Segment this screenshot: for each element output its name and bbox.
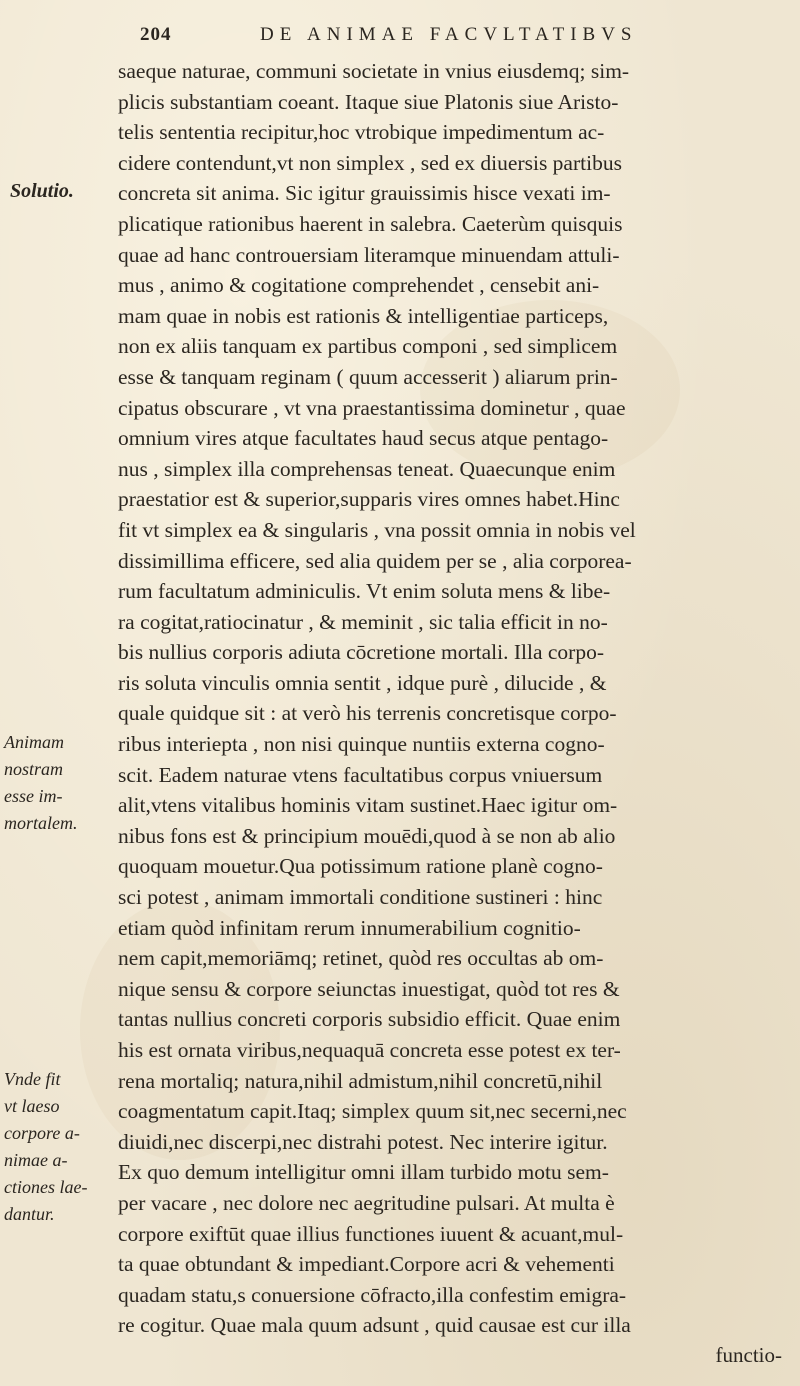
text-line: nus , simplex illa comprehensas teneat. Quaecunque enim bbox=[118, 456, 616, 481]
text-line: plicis substantiam coeant. Itaque siue Platonis siue Aristo- bbox=[118, 89, 619, 114]
text-line: scit. Eadem naturae vtens facultatibus corpus vniuersum bbox=[118, 762, 603, 787]
text-line: alit,vtens vitalibus hominis vitam sustinet.Haec igitur om- bbox=[118, 793, 618, 818]
page-header bbox=[140, 24, 780, 58]
text-line: concreta sit anima. Sic igitur grauissimis hisce vexati im- bbox=[118, 181, 611, 206]
text-line: his est ornata viribus,nequaquā concreta esse potest ex ter- bbox=[118, 1038, 621, 1062]
text-line: ribus interiepta , non nisi quinque nuntiis externa cogno- bbox=[118, 732, 605, 757]
margin-note-line: nostram bbox=[4, 759, 64, 780]
text-line: rena mortaliq; natura,nihil admistum,nihil concretū,nihil bbox=[118, 1068, 603, 1093]
text-line: cipatus obscurare , vt vna praestantissima dominetur , quae bbox=[118, 395, 626, 420]
running-title: DE ANIMAE FACVLTATIBVS bbox=[260, 24, 638, 45]
margin-note-line: esse im- bbox=[4, 786, 63, 807]
margin-note bbox=[4, 1066, 116, 1228]
margin-note bbox=[4, 729, 116, 837]
text-line: re cogitur. Quae mala quum adsunt , quid causae est cur illa bbox=[118, 1313, 631, 1338]
text-line: diuidi,nec discerpi,nec distrahi potest. Nec interire igitur. bbox=[118, 1129, 608, 1154]
text-line: quadam statu,s conuersione cōfracto,illa confestim emigra- bbox=[118, 1282, 627, 1307]
text-line: non ex aliis tanquam ex partibus componi , sed simplicem bbox=[118, 334, 618, 359]
text-line: Ex quo demum intelligitur omni illam turbido motu sem- bbox=[118, 1160, 609, 1185]
page-number: 204 bbox=[140, 24, 172, 45]
text-line: quale quidque sit : at verò his terrenis concretisque corpo- bbox=[118, 701, 617, 726]
text-line: quoquam mouetur.Qua potissimum ratione planè cogno- bbox=[118, 854, 603, 879]
text-line: bis nullius corporis adiuta cōcretione mortali. Illa corpo- bbox=[118, 640, 604, 665]
text-line: dissimillima efficere, sed alia quidem per se , alia corporea- bbox=[118, 548, 632, 573]
margin-note-line: vt laeso bbox=[4, 1095, 60, 1116]
text-line: corpore exiftūt quae illius functiones iuuent & acuant,mul- bbox=[118, 1221, 624, 1246]
text-line: cidere contendunt,vt non simplex , sed ex diuersis partibus bbox=[118, 150, 622, 175]
text-line: saeque naturae, communi societate in vnius eiusdemq; sim- bbox=[118, 59, 630, 83]
catchword: functio- bbox=[715, 1343, 782, 1368]
text-line: coagmentatum capit.Itaq; simplex quum sit,nec secerni,nec bbox=[118, 1099, 627, 1124]
text-line: quae ad hanc controuersiam literamque minuendam attuli- bbox=[118, 242, 620, 267]
margin-note-line: corpore a- bbox=[4, 1122, 80, 1143]
text-line: fit vt simplex ea & singularis , vna possit omnia in nobis vel bbox=[118, 517, 636, 542]
margin-note-line: mortalem. bbox=[4, 813, 78, 834]
text-line: tantas nullius concreti corporis subsidio efficit. Quae enim bbox=[118, 1007, 621, 1032]
text-line: ta quae obtundant & impediant.Corpore acri & vehementi bbox=[118, 1252, 615, 1277]
margin-note-line: Solutio. bbox=[10, 180, 74, 203]
text-line: mus , animo & cogitatione comprehendet , censebit ani- bbox=[118, 273, 600, 298]
text-line: mam quae in nobis est rationis & intelligentiae particeps, bbox=[118, 303, 609, 328]
margin-note-line: nimae a- bbox=[4, 1149, 68, 1170]
text-line: etiam quòd infinitam rerum innumerabilium cognitio- bbox=[118, 915, 581, 940]
margin-note-line: ctiones lae- bbox=[4, 1176, 88, 1197]
text-line: sci potest , animam immortali conditione sustineri : hinc bbox=[118, 885, 603, 910]
body-text bbox=[118, 56, 786, 1341]
text-line: praestatior est & superior,supparis vires omnes habet.Hinc bbox=[118, 487, 620, 512]
text-line: ra cogitat,ratiocinatur , & meminit , sic talia efficit in no- bbox=[118, 609, 608, 634]
margin-note-line: Vnde fit bbox=[4, 1068, 61, 1089]
text-line: nem capit,memoriāmq; retinet, quòd res occultas ab om- bbox=[118, 946, 604, 971]
margin-note bbox=[10, 178, 122, 205]
text-line: plicatique rationibus haerent in salebra. Caeterùm quisquis bbox=[118, 211, 623, 236]
margin-note-line: dantur. bbox=[4, 1203, 55, 1224]
text-line: esse & tanquam reginam ( quum accesserit ) aliarum prin- bbox=[118, 364, 618, 389]
text-line: rum facultatum adminiculis. Vt enim soluta mens & libe- bbox=[118, 579, 611, 604]
text-line: per vacare , nec dolore nec aegritudine pulsari. At multa è bbox=[118, 1190, 615, 1215]
text-line: nique sensu & corpore seiunctas inuestigat, quòd tot res & bbox=[118, 976, 620, 1001]
text-line: ris soluta vinculis omnia sentit , idque purè , dilucide , & bbox=[118, 670, 607, 695]
margin-note-line: Animam bbox=[4, 732, 64, 753]
text-line: nibus fons est & principium mouēdi,quod à se non ab alio bbox=[118, 823, 616, 848]
text-line: omnium vires atque facultates haud secus atque pentago- bbox=[118, 426, 609, 451]
text-line: telis sententia recipitur,hoc vtrobique impedimentum ac- bbox=[118, 120, 605, 145]
